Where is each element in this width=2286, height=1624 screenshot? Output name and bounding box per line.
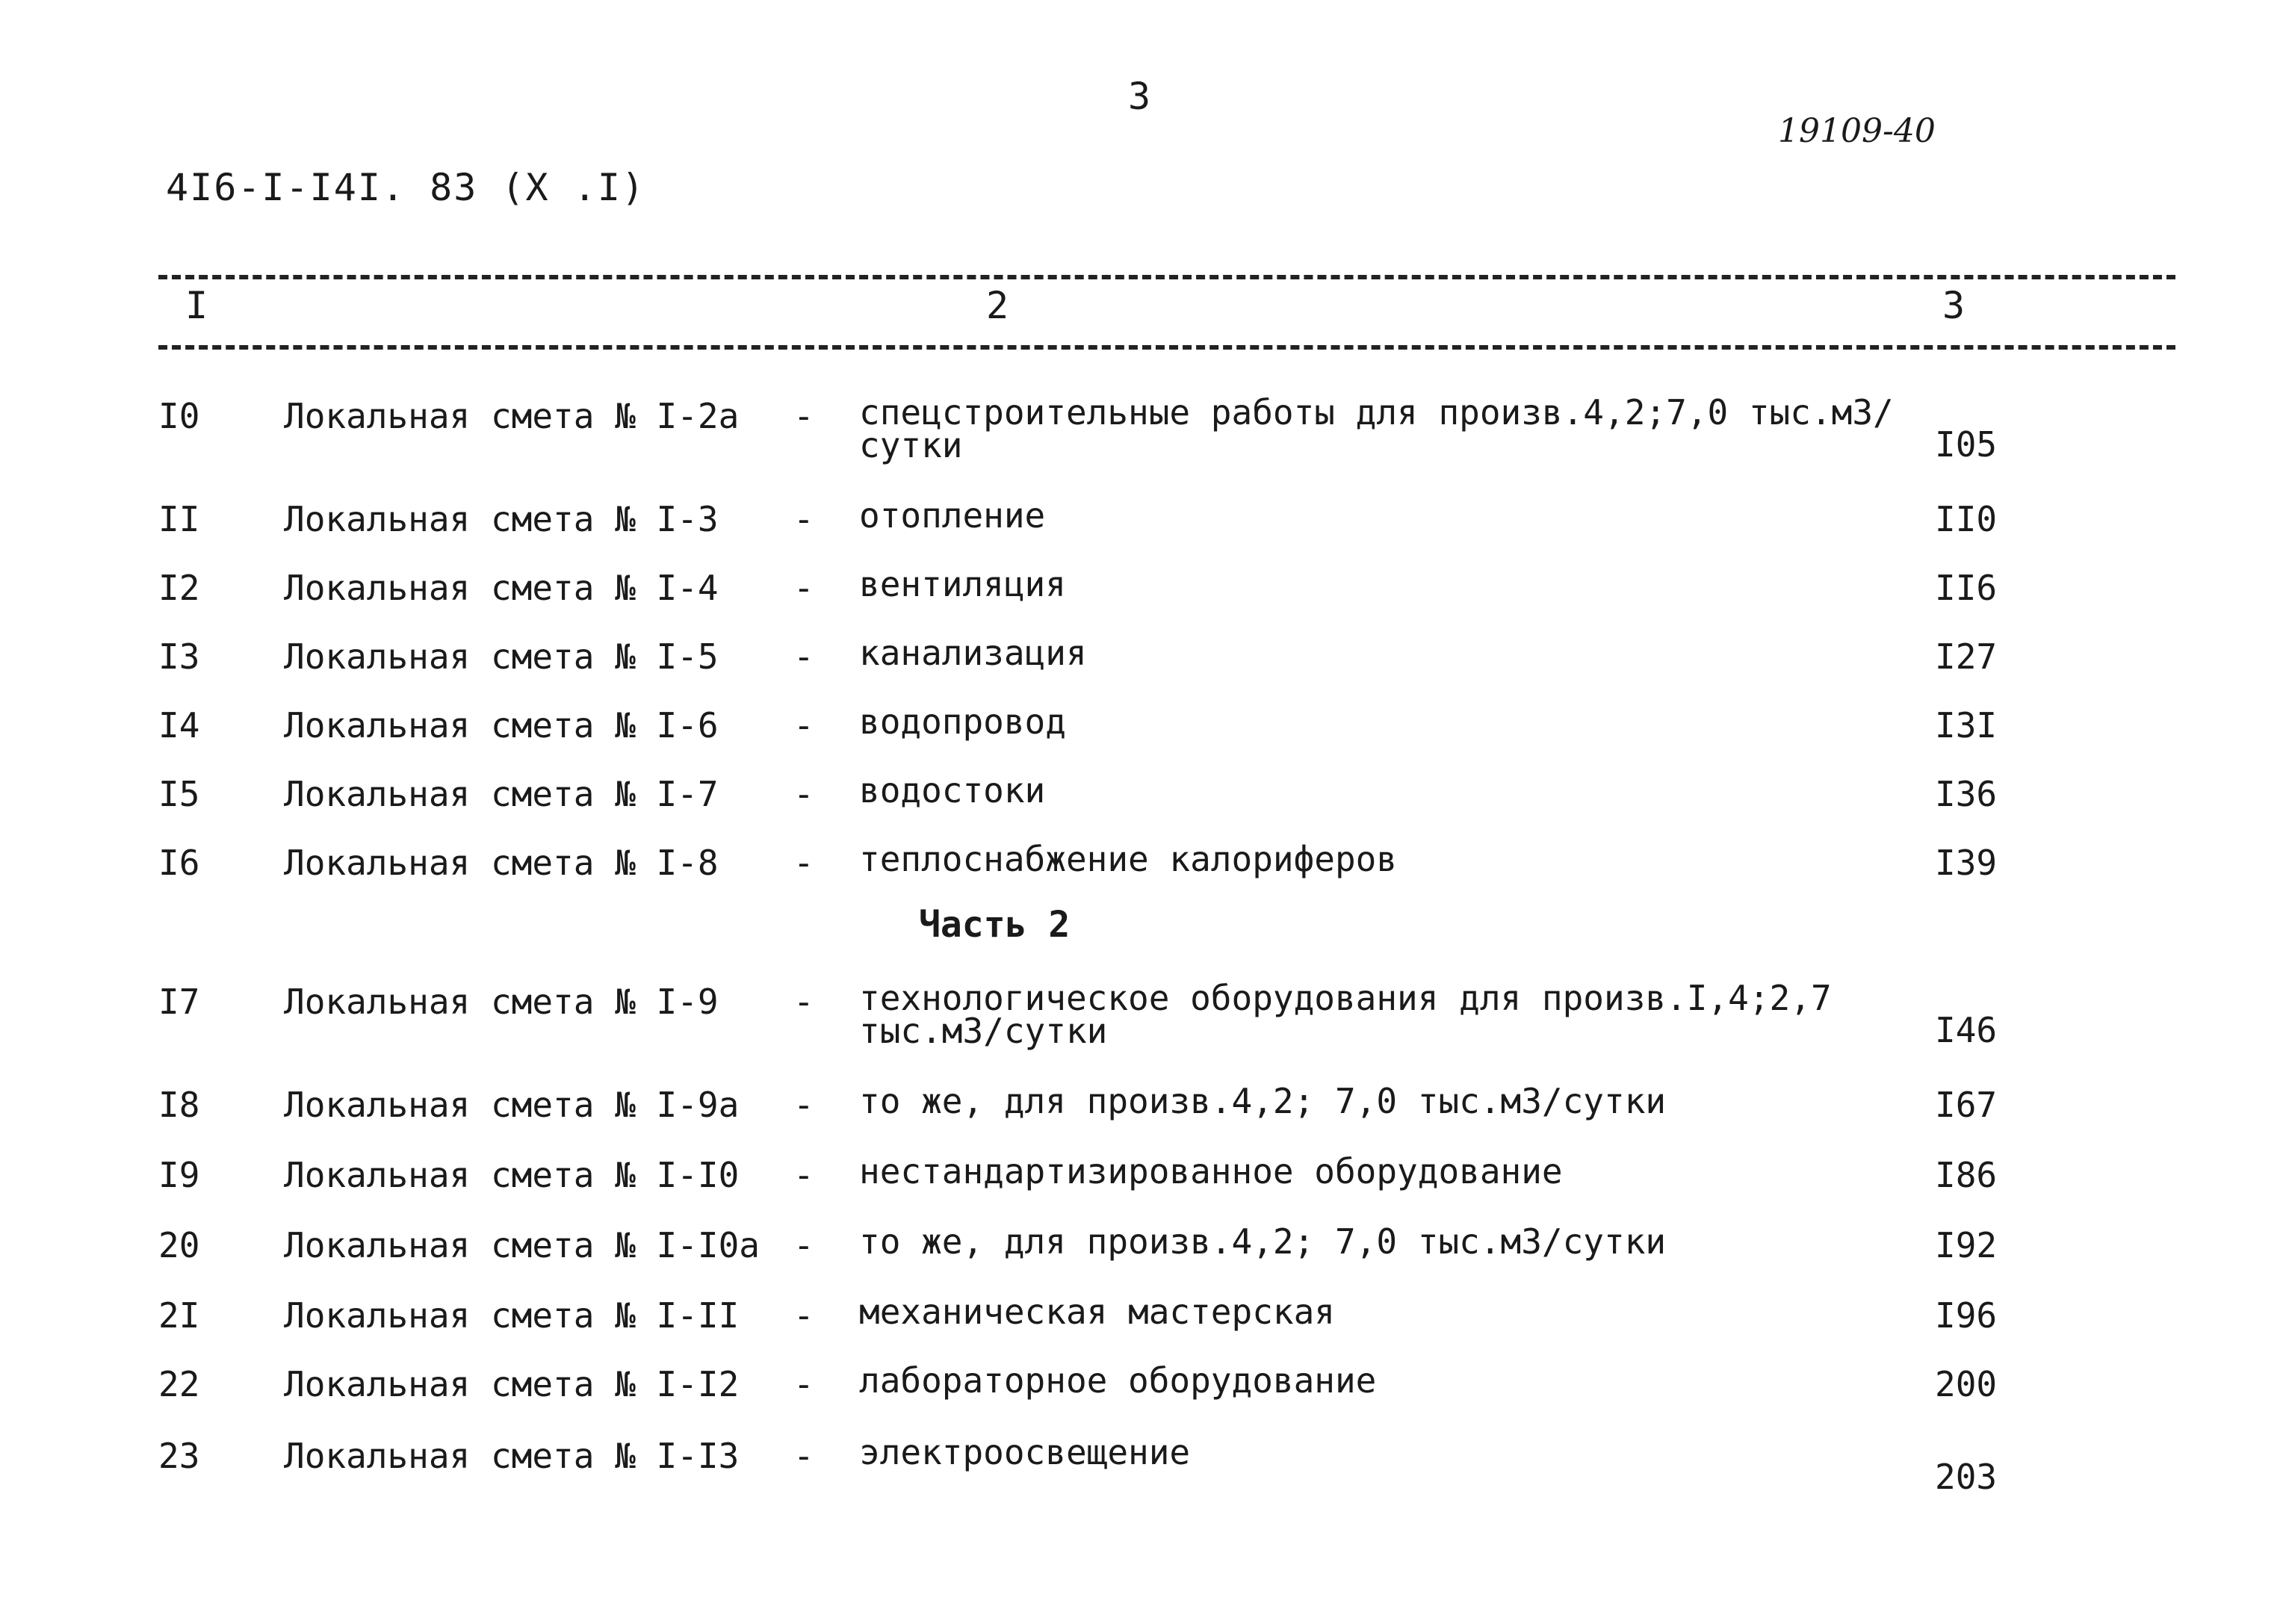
description-line-1: лабораторное оборудование bbox=[859, 1360, 1377, 1401]
row-dash: - bbox=[793, 1295, 814, 1336]
row-description bbox=[859, 1360, 1377, 1401]
row-number: 2I bbox=[158, 1295, 200, 1336]
row-description bbox=[859, 770, 1046, 811]
row-number: 23 bbox=[158, 1436, 200, 1476]
row-number: I0 bbox=[158, 396, 200, 436]
description-line-2: тыс.м3/сутки bbox=[859, 1011, 1108, 1051]
row-dash: - bbox=[793, 568, 814, 608]
row-dash: - bbox=[793, 843, 814, 883]
estimate-name: Локальная смета № I-6 bbox=[284, 705, 719, 746]
part-heading: Часть 2 bbox=[919, 904, 1071, 946]
row-dash: - bbox=[793, 982, 814, 1022]
estimate-name: Локальная смета № I-I0а bbox=[284, 1225, 760, 1265]
row-dash: - bbox=[793, 1085, 814, 1125]
row-description bbox=[859, 564, 1066, 604]
estimate-name: Локальная смета № I-II bbox=[284, 1295, 740, 1336]
table-row bbox=[0, 1360, 2286, 1433]
estimate-name: Локальная смета № I-4 bbox=[284, 568, 719, 608]
page-reference: I3I bbox=[1935, 705, 1998, 746]
page-reference: I92 bbox=[1935, 1225, 1998, 1265]
estimate-name: Локальная смета № I-I3 bbox=[284, 1436, 740, 1476]
row-dash: - bbox=[793, 774, 814, 814]
handwritten-note: 19109-40 bbox=[1778, 112, 1936, 150]
description-line-1: вентиляция bbox=[859, 564, 1066, 604]
table-row bbox=[0, 770, 2286, 843]
row-description bbox=[859, 495, 1046, 536]
row-dash: - bbox=[793, 1364, 814, 1404]
row-description bbox=[859, 978, 1832, 1051]
estimate-name: Локальная смета № I-3 bbox=[284, 499, 719, 539]
row-dash: - bbox=[793, 396, 814, 436]
estimate-name: Локальная смета № I-2а bbox=[284, 396, 740, 436]
table-top-rule bbox=[158, 275, 2175, 279]
row-description bbox=[859, 392, 1894, 465]
page-reference: I27 bbox=[1935, 636, 1998, 677]
description-line-1: то же, для произв.4,2; 7,0 тыс.м3/сутки bbox=[859, 1081, 1667, 1121]
table-row bbox=[0, 495, 2286, 568]
table-row bbox=[0, 392, 2286, 465]
table-row bbox=[0, 1081, 2286, 1153]
row-description bbox=[859, 1432, 1191, 1472]
description-line-1: нестандартизированное оборудование bbox=[859, 1151, 1563, 1191]
table-row bbox=[0, 1432, 2286, 1504]
page-reference: I86 bbox=[1935, 1155, 1998, 1195]
row-number: I7 bbox=[158, 982, 200, 1022]
estimate-name: Локальная смета № I-9 bbox=[284, 982, 719, 1022]
page-reference: II6 bbox=[1935, 568, 1998, 608]
document-code: 4I6-I-I4I. 83 (X .I) bbox=[166, 166, 646, 209]
table-row bbox=[0, 1151, 2286, 1224]
description-line-1: теплоснабжение калориферов bbox=[859, 839, 1398, 879]
table-header-rule bbox=[158, 345, 2175, 350]
row-description bbox=[859, 633, 1087, 673]
description-line-1: электроосвещение bbox=[859, 1432, 1191, 1472]
description-line-1: технологическое оборудования для произв.I,4;2,7 bbox=[859, 978, 1832, 1018]
page-number: 3 bbox=[1128, 75, 1151, 118]
row-number: I4 bbox=[158, 705, 200, 746]
row-number: I5 bbox=[158, 774, 200, 814]
description-line-1: водостоки bbox=[859, 770, 1046, 811]
page-reference: II0 bbox=[1935, 499, 1998, 539]
row-description bbox=[859, 1151, 1563, 1191]
description-line-1: водопровод bbox=[859, 701, 1066, 742]
row-number: I8 bbox=[158, 1085, 200, 1125]
description-line-2: сутки bbox=[859, 425, 963, 465]
estimate-name: Локальная смета № I-I0 bbox=[284, 1155, 740, 1195]
page-reference: I39 bbox=[1935, 843, 1998, 883]
row-number: 20 bbox=[158, 1225, 200, 1265]
table-row bbox=[0, 633, 2286, 705]
estimate-name: Локальная смета № I-5 bbox=[284, 636, 719, 677]
estimate-name: Локальная смета № I-8 bbox=[284, 843, 719, 883]
description-line-1: механическая мастерская bbox=[859, 1292, 1335, 1332]
row-number: I3 bbox=[158, 636, 200, 677]
row-dash: - bbox=[793, 499, 814, 539]
table-row bbox=[0, 1221, 2286, 1294]
row-number: 22 bbox=[158, 1364, 200, 1404]
page-reference: I05 bbox=[1935, 424, 1998, 465]
row-description bbox=[859, 1292, 1335, 1332]
description-line-1: канализация bbox=[859, 633, 1087, 673]
table-row bbox=[0, 839, 2286, 911]
page-reference: I46 bbox=[1935, 1010, 1998, 1050]
estimate-name: Локальная смета № I-7 bbox=[284, 774, 719, 814]
page-reference: I36 bbox=[1935, 774, 1998, 814]
row-number: I6 bbox=[158, 843, 200, 883]
row-dash: - bbox=[793, 1225, 814, 1265]
page-reference: I96 bbox=[1935, 1295, 1998, 1336]
description-line-1: спецстроительные работы для произв.4,2;7,0 тыс.м3/ bbox=[859, 392, 1894, 433]
column-header-2: 2 bbox=[986, 284, 1009, 327]
table-row bbox=[0, 1292, 2286, 1364]
table-row bbox=[0, 564, 2286, 636]
row-description bbox=[859, 701, 1066, 742]
row-dash: - bbox=[793, 1436, 814, 1476]
page-reference: I67 bbox=[1935, 1085, 1998, 1125]
description-line-1: отопление bbox=[859, 495, 1046, 536]
row-number: I9 bbox=[158, 1155, 200, 1195]
page-reference: 203 bbox=[1935, 1457, 1998, 1497]
table-row bbox=[0, 701, 2286, 774]
description-line-1: то же, для произв.4,2; 7,0 тыс.м3/сутки bbox=[859, 1221, 1667, 1262]
column-header-3: 3 bbox=[1942, 284, 1966, 327]
row-dash: - bbox=[793, 636, 814, 677]
row-dash: - bbox=[793, 705, 814, 746]
row-description bbox=[859, 839, 1398, 879]
page-reference: 200 bbox=[1935, 1364, 1998, 1404]
row-number: II bbox=[158, 499, 200, 539]
table-row bbox=[0, 978, 2286, 1051]
estimate-name: Локальная смета № I-I2 bbox=[284, 1364, 740, 1404]
row-number: I2 bbox=[158, 568, 200, 608]
column-header-1: I bbox=[185, 284, 208, 327]
row-description bbox=[859, 1221, 1667, 1262]
row-description bbox=[859, 1081, 1667, 1121]
row-dash: - bbox=[793, 1155, 814, 1195]
estimate-name: Локальная смета № I-9а bbox=[284, 1085, 740, 1125]
